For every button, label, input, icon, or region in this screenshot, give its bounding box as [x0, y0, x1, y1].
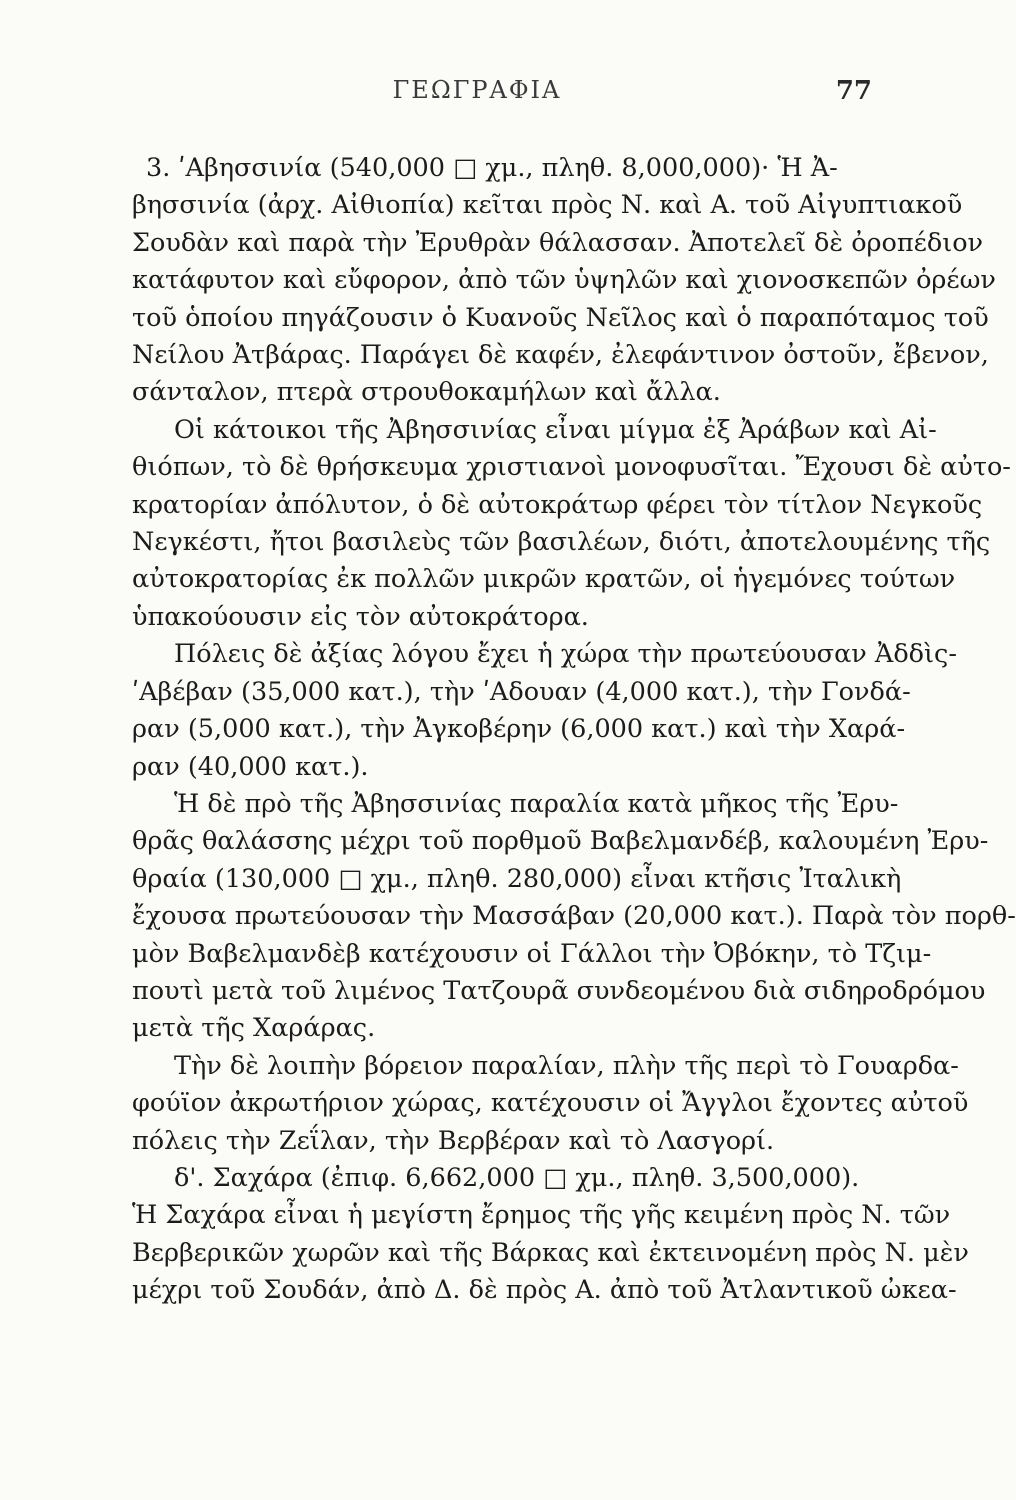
- text-line: τοῦ ὁποίου πηγάζουσιν ὁ Κυανοῦς Νεῖλος καὶ ὁ παραπόταμος τοῦ: [132, 302, 989, 333]
- text-line: μέχρι τοῦ Σουδάν, ἀπὸ Δ. δὲ πρὸς Α. ἀπὸ τοῦ Ἀτλαντικοῦ ὠκεα-: [132, 1275, 957, 1306]
- text-line: Νείλου Ἀτβάρας. Παράγει δὲ καφέν, ἐλεφάντινον ὀστοῦν, ἔβενον,: [132, 340, 989, 371]
- text-line: ραν (40,000 κατ.).: [132, 751, 369, 782]
- text-line: Νεγκέστι, ἤτοι βασιλεὺς τῶν βασιλέων, διότι, ἀποτελουμένης τῆς: [132, 527, 991, 558]
- text-line: Πόλεις δὲ ἀξίας λόγου ἔχει ἡ χώρα τὴν πρωτεύουσαν Ἀδδὶς-: [174, 639, 957, 670]
- text-line: σάνταλον, πτερὰ στρουθοκαμήλων καὶ ἄλλα.: [132, 377, 721, 408]
- text-line: βησσινία (ἀρχ. Αἰθιοπία) κεῖται πρὸς Ν. καὶ Α. τοῦ Αἰγυπτιακοῦ: [132, 190, 963, 221]
- page-number: 77: [835, 76, 872, 106]
- text-line: μὸν Βαβελμανδὲβ κατέχουσιν οἱ Γάλλοι τὴν Ὀβόκην, τὸ Τζιμ-: [132, 938, 932, 969]
- text-line: θραία (130,000 □ χμ., πληθ. 280,000) εἶναι κτῆσις Ἰταλικὴ: [132, 863, 902, 894]
- text-line: ὑπακούουσιν εἰς τὸν αὐτοκράτορα.: [132, 601, 589, 632]
- text-line: κρατορίαν ἀπόλυτον, ὁ δὲ αὐτοκράτωρ φέρει τὸν τίτλον Νεγκοῦς: [132, 489, 983, 520]
- text-line: Οἱ κάτοικοι τῆς Ἀβησσινίας εἶναι μίγμα ἐξ Ἀράβων καὶ Αἰ-: [174, 414, 937, 445]
- body-text: [132, 150, 1016, 1310]
- text-line: ραν (5,000 κατ.), τὴν Ἀγκοβέρην (6,000 κατ.) καὶ τὴν Χαρά-: [132, 714, 906, 745]
- text-line: αὐτοκρατορίας ἐκ πολλῶν μικρῶν κρατῶν, οἱ ἡγεμόνες τούτων: [132, 564, 956, 595]
- text-line: μετὰ τῆς Χαράρας.: [132, 1013, 376, 1044]
- text-line: θιόπων, τὸ δὲ θρήσκευμα χριστιανοὶ μονοφυσῖται. Ἔχουσι δὲ αὐτο-: [132, 452, 1011, 483]
- text-line: πουτὶ μετὰ τοῦ λιμένος Τατζουρᾶ συνδεομένου διὰ σιδηροδρόμου: [132, 975, 986, 1006]
- text-line: κατάφυτον καὶ εὔφορον, ἀπὸ τῶν ὑψηλῶν καὶ χιονοσκεπῶν ὀρέων: [132, 265, 996, 296]
- text-line: θρᾶς θαλάσσης μέχρι τοῦ πορθμοῦ Βαβελμανδέβ, καλουμένη Ἐρυ-: [132, 826, 989, 857]
- text-line: Τὴν δὲ λοιπὴν βόρειον παραλίαν, πλὴν τῆς περὶ τὸ Γουαρδα-: [174, 1050, 959, 1081]
- text-line: ʹΑβέβαν (35,000 κατ.), τὴν ʹΑδουαν (4,000 κατ.), τὴν Γονδά-: [132, 676, 911, 707]
- text-line: Ἡ δὲ πρὸ τῆς Ἀβησσινίας παραλία κατὰ μῆκος τῆς Ἐρυ-: [174, 788, 899, 819]
- page-header: [0, 76, 954, 116]
- text-line: πόλεις τὴν Ζεΐλαν, τὴν Βερβέραν καὶ τὸ Λασγορί.: [132, 1125, 775, 1156]
- text-line: Σουδὰν καὶ παρὰ τὴν Ἐρυθρὰν θάλασσαν. Ἀποτελεῖ δὲ ὀροπέδιον: [132, 227, 984, 258]
- text-line: Βερβερικῶν χωρῶν καὶ τῆς Βάρκας καὶ ἐκτεινομένη πρὸς Ν. μὲν: [132, 1237, 969, 1268]
- text-line: 3. ʹΑβησσινία (540,000 □ χμ., πληθ. 8,000,000)· Ἡ Ἀ-: [146, 153, 838, 183]
- text-line: δ'. Σαχάρα (ἐπιφ. 6,662,000 □ χμ., πληθ. 3,500,000).: [174, 1162, 860, 1193]
- text-line: ἔχουσα πρωτεύουσαν τὴν Μασσάβαν (20,000 κατ.). Παρὰ τὸν πορθ-: [132, 901, 1016, 932]
- text-line: φούϊον ἀκρωτήριον χώρας, κατέχουσιν οἱ Ἄγγλοι ἔχοντες αὐτοῦ: [132, 1088, 969, 1119]
- text-line: Ἡ Σαχάρα εἶναι ἡ μεγίστη ἔρημος τῆς γῆς κειμένη πρὸς Ν. τῶν: [132, 1200, 951, 1231]
- running-title: ΓΕΩΓΡΑΦΙΑ: [392, 76, 562, 104]
